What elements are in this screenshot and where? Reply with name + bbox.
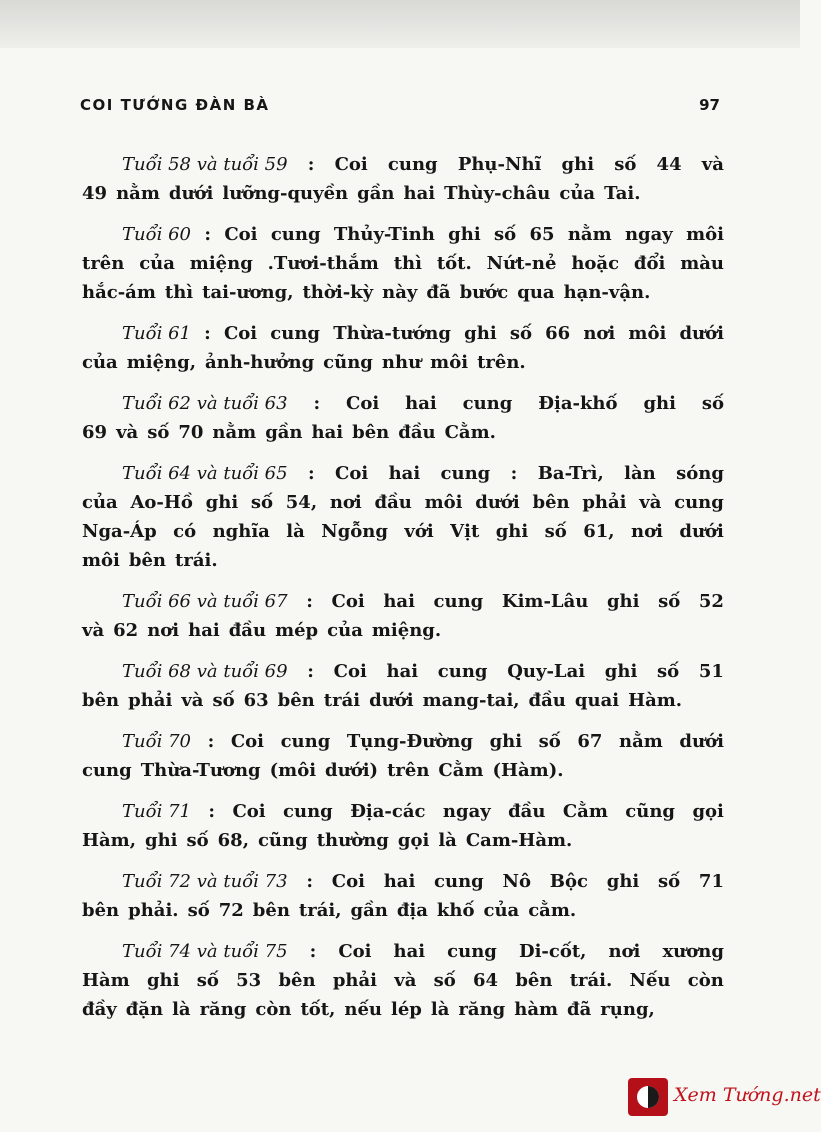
text-line: 49 nằm dưới lưỡng-quyền gần hai Thùy-châu của Tai.: [82, 183, 641, 204]
text-line: Tuổi 66 và tuổi 67 : Coi hai cung Kim-Lâu ghi số 52: [82, 587, 724, 616]
body-text: [82, 150, 724, 1024]
text-line: đầy đặn là răng còn tốt, nếu lép là răng hàm đã rụng,: [82, 999, 655, 1020]
paragraph: [82, 459, 724, 575]
text-line: 69 và số 70 nằm gần hai bên đầu Cằm.: [82, 422, 496, 443]
text-line: Tuổi 64 và tuổi 65 : Coi hai cung : Ba-Trì, làn sóng: [82, 459, 724, 488]
page-number: 97: [699, 96, 720, 114]
paragraph: [82, 319, 724, 377]
paragraph: [82, 727, 724, 785]
text-line: của Ao-Hồ ghi số 54, nơi đầu môi dưới bên phải và cung: [82, 492, 724, 513]
running-title: COI TƯỚNG ĐÀN BÀ: [80, 96, 270, 114]
age-heading: Tuổi 70: [122, 731, 191, 752]
text-line: Tuổi 61 : Coi cung Thừa-tướng ghi số 66 nơi môi dưới: [82, 319, 724, 348]
text-line: và 62 nơi hai đầu mép của miệng.: [82, 620, 442, 641]
paragraph: [82, 657, 724, 715]
paragraph: [82, 150, 724, 208]
text-line: trên của miệng .Tươi-thắm thì tốt. Nứt-nẻ hoặc đổi màu: [82, 253, 724, 274]
age-heading: Tuổi 66 và tuổi 67: [122, 591, 288, 612]
text-line: Tuổi 70 : Coi cung Tụng-Đường ghi số 67 nằm dưới: [82, 727, 724, 756]
text-line: Nga-Áp có nghĩa là Ngỗng với Vịt ghi số 61, nơi dưới: [82, 521, 724, 542]
page-header: [80, 96, 720, 122]
paragraph: [82, 797, 724, 855]
text-line: của miệng, ảnh-hưởng cũng như môi trên.: [82, 352, 526, 373]
age-heading: Tuổi 61: [122, 323, 191, 344]
paragraph: [82, 587, 724, 645]
text-line: Hàm, ghi số 68, cũng thường gọi là Cam-Hàm.: [82, 830, 573, 851]
text-line: Tuổi 60 : Coi cung Thủy-Tinh ghi số 65 nằm ngay môi: [82, 220, 724, 249]
age-heading: Tuổi 62 và tuổi 63: [122, 393, 288, 414]
site-logo[interactable]: [628, 1078, 821, 1118]
scan-top-shadow: [0, 0, 800, 48]
age-heading: Tuổi 58 và tuổi 59: [122, 154, 288, 175]
yin-yang-icon: [628, 1078, 668, 1116]
text-line: Tuổi 62 và tuổi 63 : Coi hai cung Địa-khố ghi số: [82, 389, 724, 418]
text-line: bên phải. số 72 bên trái, gần địa khố của cằm.: [82, 900, 577, 921]
text-line: môi bên trái.: [82, 550, 218, 571]
age-heading: Tuổi 60: [122, 224, 191, 245]
text-line: hắc-ám thì tai-ương, thời-kỳ này đã bước qua hạn-vận.: [82, 282, 651, 303]
text-line: Tuổi 72 và tuổi 73 : Coi hai cung Nô Bộc ghi số 71: [82, 867, 724, 896]
paragraph: [82, 937, 724, 1024]
text-line: Tuổi 58 và tuổi 59 : Coi cung Phụ-Nhĩ ghi số 44 và: [82, 150, 724, 179]
text-line: Tuổi 74 và tuổi 75 : Coi hai cung Di-cốt, nơi xương: [82, 937, 724, 966]
age-heading: Tuổi 74 và tuổi 75: [122, 941, 288, 962]
text-line: Hàm ghi số 53 bên phải và số 64 bên trái. Nếu còn: [82, 970, 724, 991]
text-line: cung Thừa-Tương (môi dưới) trên Cằm (Hàm).: [82, 760, 564, 781]
paragraph: [82, 389, 724, 447]
text-line: bên phải và số 63 bên trái dưới mang-tai, đầu quai Hàm.: [82, 690, 683, 711]
age-heading: Tuổi 72 và tuổi 73: [122, 871, 288, 892]
age-heading: Tuổi 71: [122, 801, 191, 822]
text-line: Tuổi 71 : Coi cung Địa-các ngay đầu Cằm cũng gọi: [82, 797, 724, 826]
paragraph: [82, 220, 724, 307]
age-heading: Tuổi 64 và tuổi 65: [122, 463, 288, 484]
paragraph: [82, 867, 724, 925]
logo-text: Xem Tướng.net: [674, 1084, 821, 1106]
text-line: Tuổi 68 và tuổi 69 : Coi hai cung Quy-Lai ghi số 51: [82, 657, 724, 686]
age-heading: Tuổi 68 và tuổi 69: [122, 661, 288, 682]
